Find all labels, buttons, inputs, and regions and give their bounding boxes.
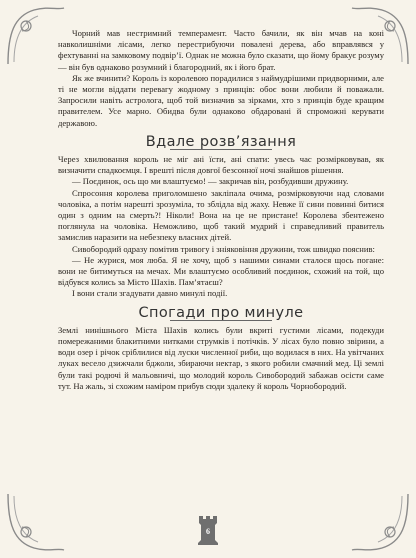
paragraph: Землі нинішнього Міста Шахів колись були вкриті густими лісами, подекуди помережаними блакитними нитками струмків і потічків. У лісах було повно звірини, а води озер і річок сріблилися від луски численної риби, що водилася в них. На увiтчаних луках весело дзижчали бджоли, збираючи нектар, з якого робили смачний мед. Ці землі були такі родючі й мальовничі, що молодий король Сивобородий забажав осісти саме тут. На жаль, зі схожим наміром прибув сюди здалеку й король Чорнобородий. xyxy=(58,324,384,391)
paragraph: Як же вчинити? Король із королевою порадилися з наймудрішими придворними, але ті не могли віддати перевагу жодному з принців: обоє вони любили й поважали. Запросили навіть астролога, щоб той визначив за зірками, хто з принців буде кращим правителем. Усе марно. Обидва були однаково обдаровані й спроможні керувати державою. xyxy=(58,72,384,128)
paragraph: — Поєдинок, ось що ми влаштуємо! — закричав він, розбудивши дружину. xyxy=(72,176,349,187)
section-heading xyxy=(58,133,384,150)
corner-ornament-icon xyxy=(4,488,70,554)
section-title: Спогади про минуле xyxy=(138,304,304,321)
section-heading xyxy=(58,304,384,321)
section-title: Вдале розв’язання xyxy=(145,133,297,150)
page-body xyxy=(58,28,384,392)
corner-ornament-icon xyxy=(346,488,412,554)
paragraph: Сивобородий одразу помітив тривогу і зніяковіння дружини, тож швидко пояснив: xyxy=(72,243,375,254)
paragraph: — Не журися, моя люба. Я не хочу, щоб з нашими синами сталося щось погане: вони не битимуться на мечах. Ми влаштуємо особливий поєдинок, схожий на той, що відбувся колись за Місто Шахів. Пам’ятаєш? xyxy=(58,254,384,288)
paragraph: Спросоння королева приголомшено заклiпала очима, розмірковуючи над словами чоловіка, а потім нарешті зрозуміла, то зблідла від жаху. Невже її сини повинні битися один з одним на смерть?! Ніколи! Вона на це не пристане! Королева збентежено поглянула на чоловіка. Неможливо, щоб такий мудрий і справедливий правитель замислив наразити на небезпеку власних дітей. xyxy=(58,187,384,243)
paragraph: Чорний мав нестримний темперамент. Часто бачили, як він мчав на коні навколишніми лісами, легко перестрибуючи повалені дерева, або вправлявся у фехтуванні на замковому подвір’ї. Однак не можна було сказати, що йому бракує розуму — він був однаково розумний і благородний, як і його брат. xyxy=(58,28,384,72)
page-number: 6 xyxy=(206,527,210,536)
paragraph: Через хвилювання король не мiг ані їсти, ані спати: увесь час розмірковував, як визначити спадкоємця. І врешті після довгої безсонної ночі знайшов рішення. xyxy=(58,154,384,176)
paragraph: І вони стали згадувати давно минулі події. xyxy=(72,288,228,299)
